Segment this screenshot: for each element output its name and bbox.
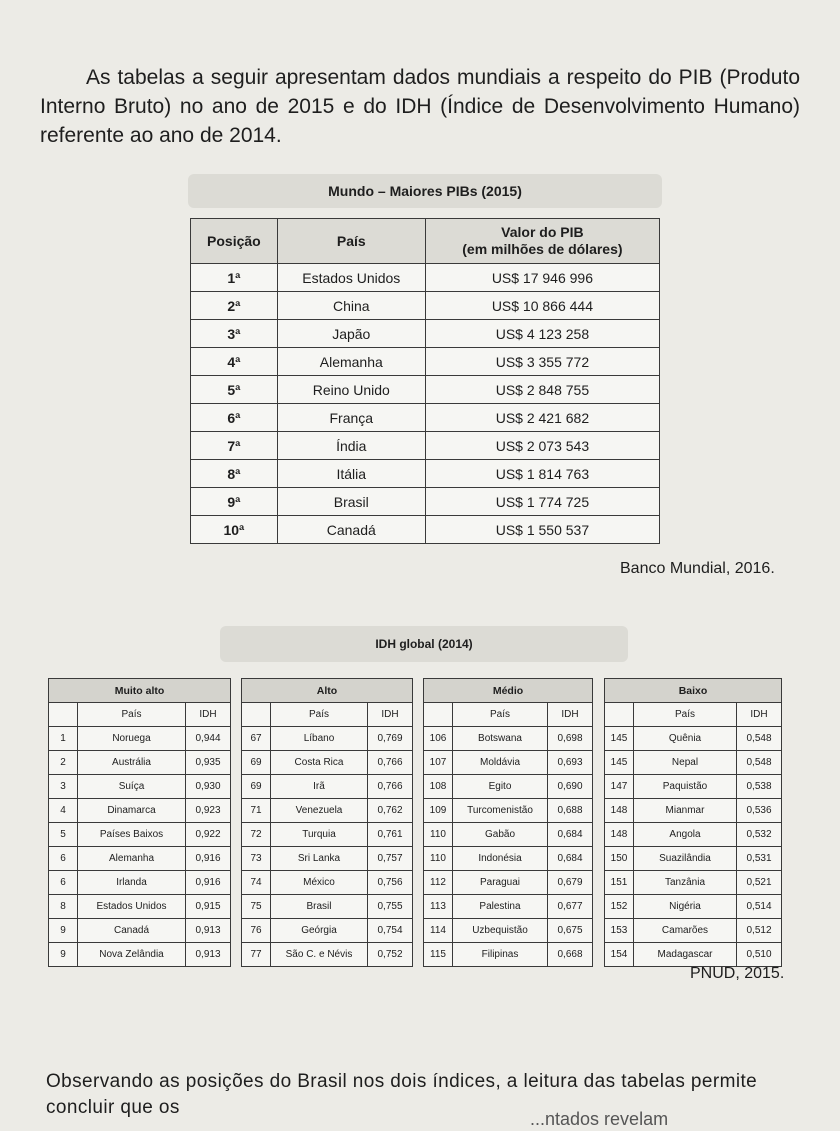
pib-header-value: Valor do PIB (em milhões de dólares) — [425, 219, 659, 264]
idh-row — [49, 943, 231, 967]
idh-row — [49, 799, 231, 823]
pib-cell-value: US$ 10 866 444 — [425, 292, 659, 320]
idh-row — [242, 823, 413, 847]
idh-row — [605, 871, 782, 895]
idh-title: IDH global (2014) — [220, 626, 628, 662]
idh-source: PNUD, 2015. — [690, 965, 785, 982]
idh-cell-country: Alemanha — [78, 847, 186, 871]
idh-cell-value: 0,548 — [737, 751, 782, 775]
idh-cell-country: Turquia — [271, 823, 368, 847]
idh-cell-rank: 71 — [242, 799, 271, 823]
pib-row — [191, 264, 660, 292]
idh-row — [49, 727, 231, 751]
idh-cell-value: 0,538 — [737, 775, 782, 799]
idh-row — [605, 775, 782, 799]
idh-row — [424, 823, 593, 847]
pib-row — [191, 460, 660, 488]
idh-cell-rank: 6 — [49, 847, 78, 871]
idh-cell-value: 0,698 — [548, 727, 593, 751]
idh-cell-country: Paquistão — [634, 775, 737, 799]
pib-cell-value: US$ 1 814 763 — [425, 460, 659, 488]
pib-cell-position: 4ª — [191, 348, 278, 376]
idh-cell-value: 0,693 — [548, 751, 593, 775]
idh-cell-rank: 67 — [242, 727, 271, 751]
idh-row — [605, 751, 782, 775]
idh-row — [424, 799, 593, 823]
idh-category-label: Alto — [242, 679, 413, 703]
idh-cell-value: 0,679 — [548, 871, 593, 895]
pib-cell-value: US$ 2 848 755 — [425, 376, 659, 404]
pib-cell-position: 5ª — [191, 376, 278, 404]
idh-cell-rank: 150 — [605, 847, 634, 871]
idh-cell-value: 0,514 — [737, 895, 782, 919]
idh-cell-country: Moldávia — [453, 751, 548, 775]
idh-cell-country: Suíça — [78, 775, 186, 799]
idh-row — [242, 919, 413, 943]
idh-cell-country: Turcomenistão — [453, 799, 548, 823]
idh-cell-country: Filipinas — [453, 943, 548, 967]
idh-row — [605, 823, 782, 847]
idh-cell-rank: 110 — [424, 847, 453, 871]
idh-cell-country: Indonésia — [453, 847, 548, 871]
idh-cell-value: 0,684 — [548, 847, 593, 871]
idh-cell-value: 0,916 — [186, 847, 231, 871]
idh-cell-rank: 106 — [424, 727, 453, 751]
idh-cell-country: Quênia — [634, 727, 737, 751]
idh-cell-value: 0,930 — [186, 775, 231, 799]
idh-cell-value: 0,766 — [368, 775, 413, 799]
idh-cell-country: Venezuela — [271, 799, 368, 823]
idh-cell-country: Tanzânia — [634, 871, 737, 895]
idh-header-country: País — [634, 703, 737, 727]
idh-row — [424, 751, 593, 775]
idh-cell-rank: 145 — [605, 751, 634, 775]
pib-cell-position: 1ª — [191, 264, 278, 292]
idh-category-label: Muito alto — [49, 679, 231, 703]
idh-cell-value: 0,536 — [737, 799, 782, 823]
idh-header-rank — [605, 703, 634, 727]
idh-cell-country: Nova Zelândia — [78, 943, 186, 967]
pib-cell-position: 9ª — [191, 488, 278, 516]
pib-cell-value: US$ 1 550 537 — [425, 516, 659, 544]
idh-cell-country: Estados Unidos — [78, 895, 186, 919]
idh-row — [242, 847, 413, 871]
idh-cell-rank: 109 — [424, 799, 453, 823]
idh-row — [605, 895, 782, 919]
idh-cell-country: Egito — [453, 775, 548, 799]
pib-cell-position: 3ª — [191, 320, 278, 348]
idh-cell-country: Nepal — [634, 751, 737, 775]
idh-cell-value: 0,913 — [186, 919, 231, 943]
idh-header-idh: IDH — [548, 703, 593, 727]
idh-cell-country: Nigéria — [634, 895, 737, 919]
idh-cell-rank: 8 — [49, 895, 78, 919]
idh-cell-rank: 75 — [242, 895, 271, 919]
idh-header-idh: IDH — [186, 703, 231, 727]
question-text: Observando as posições do Brasil nos dois índices, a leitura das tabelas permite concluir que os — [46, 1071, 758, 1118]
idh-header-rank — [424, 703, 453, 727]
pib-cell-value: US$ 4 123 258 — [425, 320, 659, 348]
idh-cell-country: Suazilândia — [634, 847, 737, 871]
idh-row — [605, 727, 782, 751]
idh-cell-value: 0,752 — [368, 943, 413, 967]
pib-cell-position: 2ª — [191, 292, 278, 320]
idh-cell-country: Sri Lanka — [271, 847, 368, 871]
idh-cell-value: 0,521 — [737, 871, 782, 895]
idh-cell-value: 0,761 — [368, 823, 413, 847]
idh-row — [242, 895, 413, 919]
idh-header-country: País — [271, 703, 368, 727]
idh-cell-rank: 113 — [424, 895, 453, 919]
idh-cell-rank: 110 — [424, 823, 453, 847]
pib-header-position: Posição — [191, 219, 278, 264]
idh-header-rank — [49, 703, 78, 727]
pib-row — [191, 432, 660, 460]
idh-cell-value: 0,769 — [368, 727, 413, 751]
pib-source: Banco Mundial, 2016. — [620, 560, 775, 577]
idh-cell-rank: 69 — [242, 751, 271, 775]
idh-cell-value: 0,756 — [368, 871, 413, 895]
idh-cell-rank: 147 — [605, 775, 634, 799]
pib-cell-country: Alemanha — [277, 348, 425, 376]
pib-header-country: País — [277, 219, 425, 264]
idh-cell-rank: 77 — [242, 943, 271, 967]
idh-cell-value: 0,922 — [186, 823, 231, 847]
idh-cell-value: 0,757 — [368, 847, 413, 871]
idh-row — [424, 895, 593, 919]
pib-cell-position: 7ª — [191, 432, 278, 460]
idh-cell-country: Botswana — [453, 727, 548, 751]
pib-row — [191, 292, 660, 320]
idh-cell-country: Geórgia — [271, 919, 368, 943]
pib-cell-country: Índia — [277, 432, 425, 460]
idh-row — [424, 919, 593, 943]
idh-cell-rank: 153 — [605, 919, 634, 943]
pib-row — [191, 320, 660, 348]
idh-row — [49, 823, 231, 847]
idh-cell-value: 0,675 — [548, 919, 593, 943]
idh-table-baixo — [604, 678, 782, 967]
idh-cell-value: 0,755 — [368, 895, 413, 919]
idh-cell-value: 0,532 — [737, 823, 782, 847]
idh-row — [49, 919, 231, 943]
idh-row — [605, 919, 782, 943]
idh-category-label: Baixo — [605, 679, 782, 703]
idh-row — [242, 751, 413, 775]
idh-cell-rank: 6 — [49, 871, 78, 895]
pib-cell-value: US$ 3 355 772 — [425, 348, 659, 376]
idh-cell-value: 0,677 — [548, 895, 593, 919]
idh-category-label: Médio — [424, 679, 593, 703]
idh-cell-rank: 5 — [49, 823, 78, 847]
idh-header-idh: IDH — [368, 703, 413, 727]
idh-cell-rank: 115 — [424, 943, 453, 967]
idh-cell-country: Dinamarca — [78, 799, 186, 823]
cut-off-text: ...ntados revelam — [530, 1109, 669, 1129]
idh-cell-country: Irlanda — [78, 871, 186, 895]
idh-cell-rank: 69 — [242, 775, 271, 799]
idh-cell-value: 0,766 — [368, 751, 413, 775]
idh-cell-country: Palestina — [453, 895, 548, 919]
idh-cell-rank: 108 — [424, 775, 453, 799]
idh-cell-value: 0,916 — [186, 871, 231, 895]
idh-cell-rank: 154 — [605, 943, 634, 967]
pib-cell-value: US$ 1 774 725 — [425, 488, 659, 516]
idh-cell-rank: 151 — [605, 871, 634, 895]
idh-cell-rank: 112 — [424, 871, 453, 895]
idh-row — [424, 775, 593, 799]
idh-cell-rank: 114 — [424, 919, 453, 943]
idh-cell-country: Madagascar — [634, 943, 737, 967]
idh-header-idh: IDH — [737, 703, 782, 727]
idh-cell-rank: 152 — [605, 895, 634, 919]
idh-cell-value: 0,548 — [737, 727, 782, 751]
idh-cell-value: 0,915 — [186, 895, 231, 919]
idh-cell-country: Uzbequistão — [453, 919, 548, 943]
idh-cell-value: 0,531 — [737, 847, 782, 871]
idh-cell-rank: 107 — [424, 751, 453, 775]
pib-row — [191, 516, 660, 544]
idh-cell-country: Austrália — [78, 751, 186, 775]
idh-cell-country: Países Baixos — [78, 823, 186, 847]
idh-cell-rank: 76 — [242, 919, 271, 943]
idh-row — [49, 847, 231, 871]
pib-cell-position: 10ª — [191, 516, 278, 544]
pib-cell-country: Reino Unido — [277, 376, 425, 404]
idh-cell-rank: 3 — [49, 775, 78, 799]
idh-cell-value: 0,762 — [368, 799, 413, 823]
idh-cell-rank: 1 — [49, 727, 78, 751]
idh-cell-value: 0,754 — [368, 919, 413, 943]
idh-cell-value: 0,944 — [186, 727, 231, 751]
idh-cell-country: Costa Rica — [271, 751, 368, 775]
idh-cell-rank: 74 — [242, 871, 271, 895]
idh-header-country: País — [78, 703, 186, 727]
idh-cell-value: 0,935 — [186, 751, 231, 775]
pib-cell-country: China — [277, 292, 425, 320]
idh-row — [242, 943, 413, 967]
pib-cell-country: Japão — [277, 320, 425, 348]
idh-row — [49, 751, 231, 775]
idh-row — [424, 943, 593, 967]
idh-row — [242, 799, 413, 823]
idh-cell-rank: 145 — [605, 727, 634, 751]
idh-cell-country: Irã — [271, 775, 368, 799]
idh-row — [605, 943, 782, 967]
idh-cell-country: Angola — [634, 823, 737, 847]
idh-row — [242, 775, 413, 799]
idh-cell-rank: 4 — [49, 799, 78, 823]
idh-cell-rank: 72 — [242, 823, 271, 847]
idh-header-rank — [242, 703, 271, 727]
pib-cell-country: Brasil — [277, 488, 425, 516]
idh-cell-country: Paraguai — [453, 871, 548, 895]
idh-row — [49, 871, 231, 895]
pib-row — [191, 404, 660, 432]
idh-cell-value: 0,684 — [548, 823, 593, 847]
idh-cell-country: México — [271, 871, 368, 895]
pib-row — [191, 488, 660, 516]
idh-cell-value: 0,512 — [737, 919, 782, 943]
idh-row — [605, 847, 782, 871]
idh-row — [242, 727, 413, 751]
pib-cell-position: 8ª — [191, 460, 278, 488]
idh-cell-value: 0,923 — [186, 799, 231, 823]
pib-cell-value: US$ 2 421 682 — [425, 404, 659, 432]
idh-cell-rank: 148 — [605, 799, 634, 823]
idh-row — [605, 799, 782, 823]
pib-cell-value: US$ 2 073 543 — [425, 432, 659, 460]
idh-cell-country: Camarões — [634, 919, 737, 943]
pib-table — [190, 218, 660, 544]
idh-cell-country: Noruega — [78, 727, 186, 751]
idh-cell-rank: 148 — [605, 823, 634, 847]
idh-cell-rank: 73 — [242, 847, 271, 871]
idh-row — [49, 775, 231, 799]
idh-cell-country: Líbano — [271, 727, 368, 751]
idh-header-country: País — [453, 703, 548, 727]
pib-cell-value: US$ 17 946 996 — [425, 264, 659, 292]
idh-table-alto — [241, 678, 413, 967]
pib-table-title: Mundo – Maiores PIBs (2015) — [188, 174, 662, 208]
pib-cell-country: Itália — [277, 460, 425, 488]
idh-cell-rank: 9 — [49, 919, 78, 943]
idh-table-medio — [423, 678, 593, 967]
idh-cell-rank: 9 — [49, 943, 78, 967]
pib-row — [191, 348, 660, 376]
idh-cell-value: 0,690 — [548, 775, 593, 799]
pib-header-row — [191, 219, 660, 264]
pib-cell-position: 6ª — [191, 404, 278, 432]
idh-cell-value: 0,510 — [737, 943, 782, 967]
idh-cell-country: Gabão — [453, 823, 548, 847]
pib-cell-country: França — [277, 404, 425, 432]
idh-row — [424, 727, 593, 751]
idh-row — [424, 871, 593, 895]
idh-row — [49, 895, 231, 919]
pib-cell-country: Canadá — [277, 516, 425, 544]
pib-cell-country: Estados Unidos — [277, 264, 425, 292]
intro-paragraph: As tabelas a seguir apresentam dados mundiais a respeito do PIB (Produto Interno Bruto) no ano de 2015 e do IDH (Índice de Desenvolvimento Humano) referente ao ano de 2014. — [40, 66, 800, 147]
idh-cell-value: 0,688 — [548, 799, 593, 823]
idh-cell-country: Mianmar — [634, 799, 737, 823]
idh-cell-value: 0,913 — [186, 943, 231, 967]
idh-cell-country: Brasil — [271, 895, 368, 919]
idh-table-muito-alto — [48, 678, 231, 967]
idh-cell-value: 0,668 — [548, 943, 593, 967]
idh-cell-rank: 2 — [49, 751, 78, 775]
idh-cell-country: Canadá — [78, 919, 186, 943]
idh-row — [242, 871, 413, 895]
idh-row — [424, 847, 593, 871]
pib-row — [191, 376, 660, 404]
idh-cell-country: São C. e Névis — [271, 943, 368, 967]
